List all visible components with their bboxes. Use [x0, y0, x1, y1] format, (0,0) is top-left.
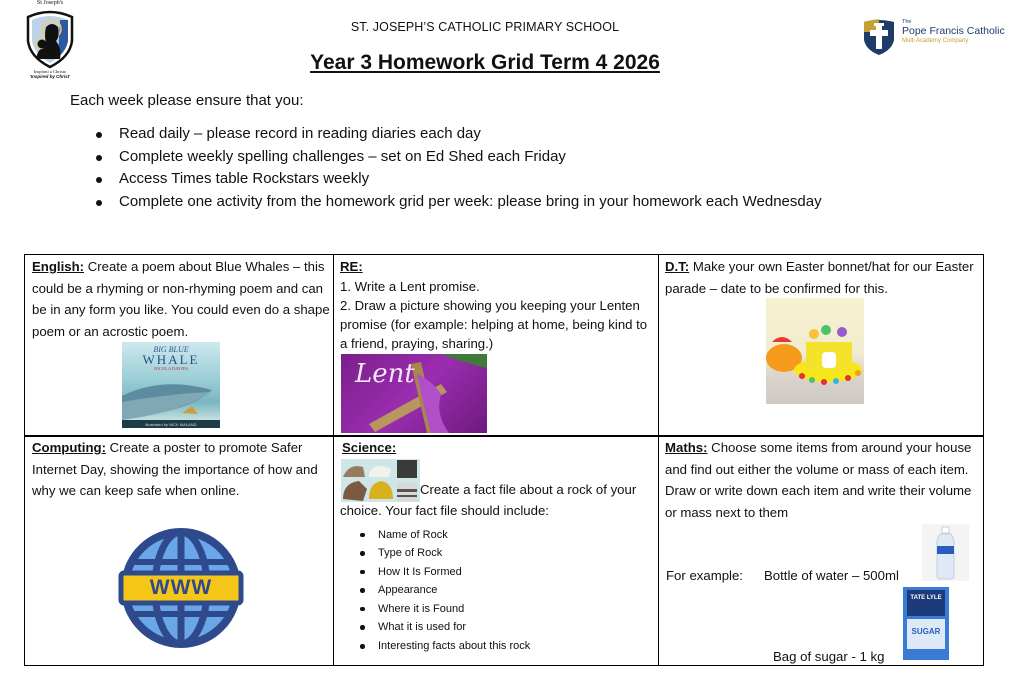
list-item	[340, 600, 658, 619]
list-item	[96, 168, 822, 191]
bullet-icon	[96, 177, 102, 183]
maths-text: Choose some items from around your house and find out either the volume or mass of each item. Draw or write down each item and write their volume or mass next to them	[665, 440, 972, 520]
www-label: WWW	[149, 576, 213, 599]
bullet-icon	[360, 607, 365, 612]
list-item	[96, 123, 822, 146]
example-bottle-text: Bottle of water – 500ml	[764, 568, 899, 583]
book-title-line1: BIG BLUE	[153, 345, 189, 354]
computing-text: Create a poster to promote Safer Internet Day, showing the importance of how and why we can keep safe when online.	[32, 440, 318, 498]
bullet-icon	[360, 625, 365, 630]
list-item-text: Complete one activity from the homework grid per week: please bring in your homework each Wednesday	[119, 192, 822, 210]
sugar-brand: TATE LYLE	[910, 595, 942, 601]
www-globe-icon	[118, 526, 244, 650]
list-item	[340, 544, 658, 563]
easter-bonnet-image	[766, 298, 864, 404]
list-item	[340, 637, 658, 656]
list-item	[340, 618, 658, 637]
re-line1: 1. Write a Lent promise.	[340, 279, 480, 294]
bullet-icon	[360, 570, 365, 575]
sugar-label: SUGAR	[911, 627, 941, 636]
page-title: Year 3 Homework Grid Term 4 2026	[310, 51, 660, 74]
re-heading: RE:	[340, 259, 363, 274]
list-item	[340, 526, 658, 545]
water-bottle-image	[922, 524, 969, 581]
crest-motto-latin: Inspirati a Christo	[33, 69, 67, 74]
science-text: Create a fact file about a rock of your choice. Your fact file should include:	[340, 481, 637, 518]
lent-cross-image	[341, 354, 487, 433]
trust-line1: The	[902, 19, 912, 25]
book-cover-image	[122, 342, 220, 428]
list-item-text: What it is used for	[378, 621, 467, 634]
rocks-image	[341, 459, 420, 502]
homework-grid	[24, 254, 984, 666]
grid-divider	[333, 255, 335, 665]
example-label: For example:	[666, 568, 743, 583]
computing-heading: Computing:	[32, 440, 106, 455]
bullet-icon	[360, 588, 365, 593]
trust-line3: Multi Academy Company	[902, 38, 969, 44]
list-item-text: Complete weekly spelling challenges – set on Ed Shed each Friday	[119, 147, 566, 165]
crest-top-text: St Joseph's	[36, 0, 64, 6]
re-cell	[340, 256, 658, 353]
list-item-text: Appearance	[378, 584, 438, 597]
dt-cell	[665, 256, 975, 299]
list-item-text: Where it is Found	[378, 602, 465, 615]
english-cell	[32, 256, 332, 342]
weekly-tasks-list	[96, 123, 822, 213]
bullet-icon	[96, 200, 102, 206]
list-item	[96, 146, 822, 169]
list-item-text: Name of Rock	[378, 528, 448, 541]
list-item	[96, 191, 822, 214]
book-author: NICOLA DAVIES	[154, 366, 188, 371]
bullet-icon	[96, 155, 102, 161]
list-item-text: Type of Rock	[378, 547, 443, 560]
book-illustrator: illustrated by NICK MALAND	[145, 422, 197, 427]
list-item-text: Access Times table Rockstars weekly	[119, 170, 370, 188]
english-text: Create a poem about Blue Whales – this could be a rhyming or non-rhyming poem and can be in any form you like. You could even do a shape poem or an acrostic poem.	[32, 259, 330, 339]
bullet-icon	[360, 644, 365, 649]
school-name: ST. JOSEPH’S CATHOLIC PRIMARY SCHOOL	[350, 20, 620, 34]
crest-motto-english: 'Inspired by Christ'	[29, 74, 71, 79]
intro-text: Each week please ensure that you:	[70, 92, 304, 109]
bullet-icon	[360, 533, 365, 538]
dt-text: Make your own Easter bonnet/hat for our Easter parade – date to be confirmed for this.	[665, 259, 974, 296]
book-title-line2: WHALE	[142, 352, 200, 367]
list-item-text: Read daily – please record in reading diaries each day	[119, 125, 481, 142]
science-heading: Science:	[342, 440, 397, 455]
trust-line2: Pope Francis Catholic	[902, 25, 1005, 37]
bullet-icon	[96, 132, 102, 138]
lent-caption: Lent	[355, 359, 415, 389]
list-item	[340, 581, 658, 600]
maths-cell	[665, 437, 975, 523]
easter-bonnet-illustration	[766, 298, 864, 404]
computing-cell	[32, 437, 332, 502]
list-item-text: Interesting facts about this rock	[378, 640, 531, 653]
whale-illustration	[122, 368, 220, 428]
dt-heading: D.T:	[665, 259, 690, 274]
list-item-text: How It Is Formed	[378, 565, 462, 578]
maths-heading: Maths:	[665, 440, 708, 455]
english-heading: English:	[32, 259, 85, 274]
list-item	[340, 563, 658, 582]
bullet-icon	[360, 551, 365, 556]
sugar-bag-image	[903, 587, 949, 660]
re-line2: 2. Draw a picture showing you keeping your Lenten promise (for example: helping at home, being kind to a friend, praying, sharing.)	[340, 298, 648, 351]
example-sugar-text: Bag of sugar - 1 kg	[773, 649, 885, 664]
fact-file-list	[340, 526, 658, 656]
